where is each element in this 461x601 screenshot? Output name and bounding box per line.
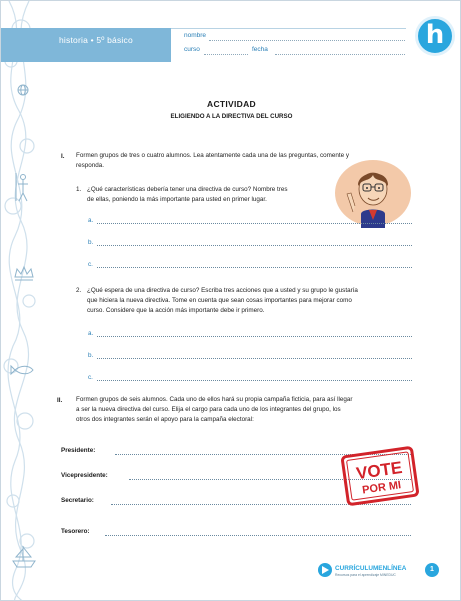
answer-label-c: c. (88, 374, 93, 381)
answer-line[interactable] (97, 358, 412, 359)
section-two-intro (76, 395, 416, 425)
subject-label (59, 35, 133, 45)
vote-stamp (341, 446, 419, 506)
curso-field[interactable] (204, 54, 248, 55)
vicepresidente-label: Vicepresidente: (61, 472, 108, 479)
grade-name: 5º básico (96, 35, 133, 45)
answer-label-c: c. (88, 261, 93, 268)
section-one-intro-line1: Formen grupos de tres o cuatro alumnos. Lea atentamente cada una de las preguntas, comente y (76, 152, 350, 159)
question-one-answer-c[interactable] (88, 261, 412, 271)
question-two-line3: curso. Considere que la acción más importante debe ir primero. (87, 307, 265, 314)
nombre-field[interactable] (209, 40, 405, 41)
answer-line[interactable] (97, 336, 412, 337)
secretario-label: Secretario: (61, 497, 94, 504)
question-one-answer-b[interactable] (88, 239, 412, 249)
tesorero-label: Tesorero: (61, 528, 90, 535)
stamp-line2: POR MI (361, 479, 402, 497)
question-two-answer-c[interactable] (88, 374, 412, 384)
header-rule (171, 28, 406, 29)
swirl-pattern (1, 1, 45, 601)
nombre-label: nombre (184, 32, 207, 39)
fecha-label: fecha (252, 46, 268, 53)
answer-label-b: b. (88, 352, 94, 359)
curso-label: curso (184, 46, 200, 53)
footer-tagline: Recursos para el aprendizaje MINEDUC (335, 573, 396, 577)
footer-brand: CURRÍCULUMENLÍNEA (335, 565, 407, 572)
section-one-intro-line2: responda. (76, 162, 105, 169)
stamp-line1: VOTE (354, 457, 404, 484)
answer-label-b: b. (88, 239, 94, 246)
question-two-answer-a[interactable] (88, 330, 412, 340)
section-two-numeral: II. (57, 397, 63, 404)
question-one-number: 1. (76, 186, 82, 193)
page-number: 1 (425, 563, 439, 577)
tesorero-line[interactable] (105, 535, 411, 536)
question-one-text (87, 185, 332, 205)
separator-dot: • (90, 35, 97, 45)
section-two-line2: a ser la nueva directiva del curso. Elija el cargo para cada uno de los integrantes del grupo, los (76, 406, 341, 413)
presidente-label: Presidente: (61, 447, 96, 454)
answer-label-a: a. (88, 217, 94, 224)
ship-icon (13, 546, 35, 567)
page-header (1, 20, 461, 62)
decorative-side-strip (1, 1, 45, 601)
question-two-number: 2. (76, 287, 82, 294)
section-two-line1: Formen grupos de seis alumnos. Cada uno de ellos hará su propia campaña ficticia, para así llegar (76, 396, 353, 403)
question-one-line2: de ellas, poniendo la más importante para usted en primer lugar. (87, 196, 267, 203)
curriculum-logo (317, 560, 413, 580)
question-two-text (87, 286, 417, 316)
subject-bar (1, 28, 171, 62)
globe-icon (18, 85, 28, 95)
answer-label-a: a. (88, 330, 94, 337)
question-one-line1: ¿Qué características debería tener una directiva de curso? Nombre tres (87, 186, 288, 193)
activity-subtitle: ELIGIENDO A LA DIRECTIVA DEL CURSO (170, 113, 293, 120)
answer-line[interactable] (97, 380, 412, 381)
section-one-numeral: I. (61, 153, 65, 160)
answer-line[interactable] (97, 245, 412, 246)
answer-line[interactable] (97, 223, 412, 224)
activity-title: ACTIVIDAD (207, 99, 256, 109)
question-one-answer-a[interactable] (88, 217, 412, 227)
h-logo-icon: h (415, 16, 455, 56)
answer-line[interactable] (97, 267, 412, 268)
question-two-line2: que hiciera la nueva directiva. Tome en cuenta que sean cosas importantes para mejorar como (87, 297, 352, 304)
fecha-field[interactable] (275, 54, 405, 55)
subject-name: historia (59, 35, 89, 45)
tesorero-field[interactable] (61, 528, 411, 538)
question-two-answer-b[interactable] (88, 352, 412, 362)
question-two-line1: ¿Qué espera de una directiva de curso? Escriba tres acciones que a usted y su grupo le gustaría (87, 287, 358, 294)
section-two-line3: otros dos integrantes serán el apoyo para la campaña electoral: (76, 416, 254, 423)
